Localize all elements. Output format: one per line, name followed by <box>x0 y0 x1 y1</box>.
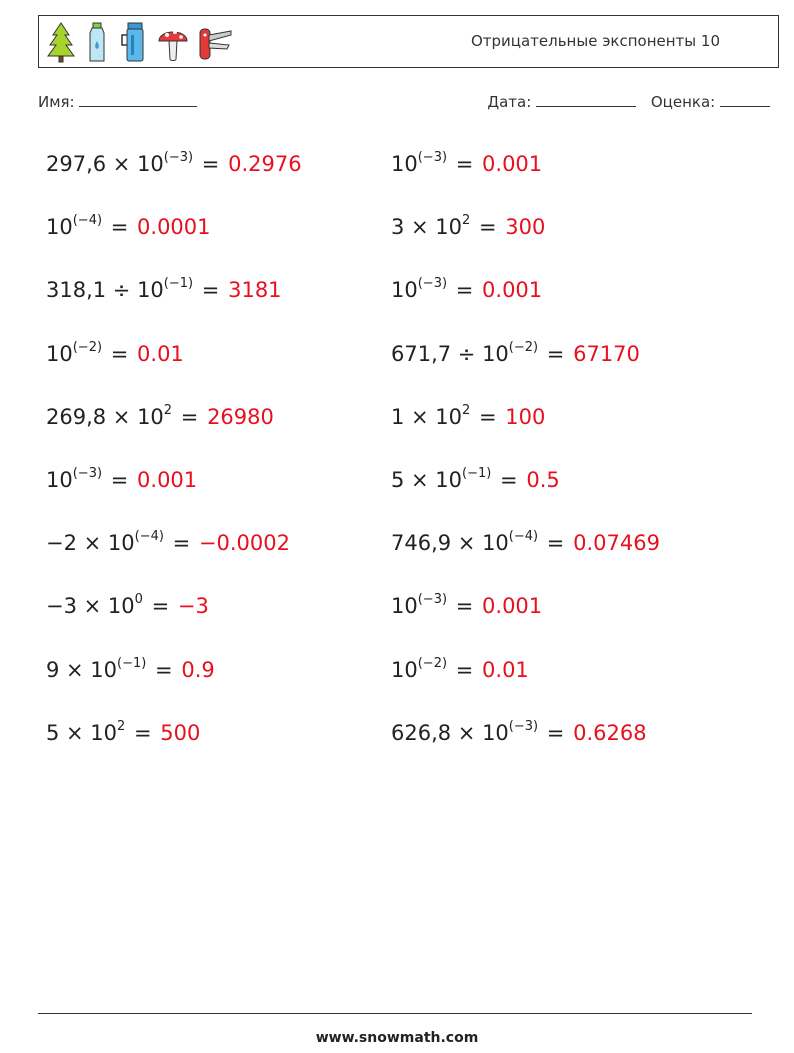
problem-answer: 3181 <box>228 278 282 302</box>
problem-answer: −3 <box>177 594 209 618</box>
problem-expression: 1 × 10 <box>391 405 463 429</box>
problem-answer: 0.07469 <box>573 531 660 555</box>
thermos-icon <box>119 21 149 63</box>
problem-answer: 100 <box>505 405 546 429</box>
equals-sign: = <box>479 215 497 239</box>
pocket-knife-icon <box>197 21 233 63</box>
problem-exponent: (−2) <box>72 340 103 355</box>
problem-answer: 67170 <box>573 342 640 366</box>
problem-expression: 746,9 × 10 <box>391 531 509 555</box>
equals-sign: = <box>546 342 565 366</box>
problem-expression: 671,7 ÷ 10 <box>391 342 509 366</box>
equals-sign: = <box>500 468 518 492</box>
problem-exponent: 2 <box>462 403 471 418</box>
problem-item <box>46 275 282 305</box>
problem-exponent: (−3) <box>508 719 539 734</box>
equals-sign: = <box>110 342 129 366</box>
problem-item <box>46 718 200 748</box>
footer-divider <box>38 1013 752 1014</box>
problem-item <box>391 655 529 685</box>
problem-answer: 300 <box>505 215 546 239</box>
problem-item <box>391 718 647 748</box>
problem-expression: 10 <box>391 594 418 618</box>
problem-answer: 0.5 <box>526 468 560 492</box>
problem-answer: 0.2976 <box>228 152 302 176</box>
problem-expression: 10 <box>391 278 418 302</box>
problem-expression: 5 × 10 <box>46 721 118 745</box>
problem-expression: 10 <box>46 215 73 239</box>
problem-answer: −0.0002 <box>198 531 290 555</box>
problem-exponent: (−3) <box>417 276 448 291</box>
equals-sign: = <box>201 278 220 302</box>
problem-item <box>391 275 542 305</box>
problem-exponent: (−2) <box>508 340 539 355</box>
problem-answer: 0.001 <box>482 278 543 302</box>
problem-exponent: (−4) <box>72 213 103 228</box>
problem-item <box>391 465 560 495</box>
water-bottle-icon <box>83 21 111 63</box>
problem-exponent: 0 <box>134 592 143 607</box>
equals-sign: = <box>455 658 474 682</box>
problem-exponent: (−4) <box>508 529 539 544</box>
problem-item <box>391 339 640 369</box>
problem-item <box>46 402 274 432</box>
header-icons <box>47 20 233 64</box>
equals-sign: = <box>151 594 170 618</box>
problem-item <box>46 465 197 495</box>
equals-sign: = <box>455 278 474 302</box>
problem-answer: 0.01 <box>482 658 529 682</box>
problem-item <box>46 212 211 242</box>
grade-label: Оценка: <box>650 93 716 111</box>
problem-expression: 10 <box>391 658 418 682</box>
equals-sign: = <box>546 721 565 745</box>
equals-sign: = <box>134 721 152 745</box>
problem-item <box>46 149 302 179</box>
problem-answer: 0.001 <box>482 152 543 176</box>
problem-item <box>391 591 542 621</box>
problem-answer: 0.9 <box>181 658 215 682</box>
problem-exponent: (−2) <box>417 656 448 671</box>
problem-exponent: (−3) <box>417 150 448 165</box>
problem-expression: −3 × 10 <box>46 594 135 618</box>
problem-expression: 10 <box>391 152 418 176</box>
header-box <box>38 15 779 68</box>
problem-expression: −2 × 10 <box>46 531 135 555</box>
date-line[interactable] <box>536 93 636 107</box>
problem-exponent: (−3) <box>417 592 448 607</box>
problem-expression: 297,6 × 10 <box>46 152 164 176</box>
equals-sign: = <box>455 594 474 618</box>
problem-item <box>46 528 290 558</box>
problem-answer: 0.0001 <box>137 215 211 239</box>
problem-expression: 269,8 × 10 <box>46 405 164 429</box>
problem-exponent: (−1) <box>462 466 492 481</box>
problem-expression: 3 × 10 <box>391 215 463 239</box>
name-field <box>38 93 197 111</box>
problem-expression: 626,8 × 10 <box>391 721 509 745</box>
equals-sign: = <box>479 405 497 429</box>
date-label: Дата: <box>487 93 532 111</box>
problem-exponent: 2 <box>462 213 471 228</box>
problem-exponent: (−1) <box>163 276 194 291</box>
equals-sign: = <box>455 152 474 176</box>
equals-sign: = <box>172 531 191 555</box>
problem-expression: 10 <box>46 468 73 492</box>
equals-sign: = <box>110 468 129 492</box>
problem-item <box>391 212 545 242</box>
problem-expression: 5 × 10 <box>391 468 463 492</box>
problem-exponent: (−4) <box>134 529 164 544</box>
problem-answer: 0.6268 <box>573 721 647 745</box>
grade-line[interactable] <box>720 93 770 107</box>
problem-answer: 0.001 <box>482 594 543 618</box>
problem-item <box>391 149 542 179</box>
name-line[interactable] <box>79 93 197 107</box>
problem-item <box>46 339 184 369</box>
page-title: Отрицательные экспоненты 10 <box>470 32 720 50</box>
problem-item <box>391 528 660 558</box>
equals-sign: = <box>201 152 220 176</box>
problem-answer: 26980 <box>207 405 274 429</box>
problem-answer: 0.001 <box>137 468 198 492</box>
problem-exponent: (−3) <box>163 150 194 165</box>
mushroom-icon <box>157 21 189 63</box>
problem-item <box>391 402 545 432</box>
problem-expression: 10 <box>46 342 73 366</box>
problem-exponent: (−1) <box>117 656 147 671</box>
footer-url: www.snowmath.com <box>315 1030 479 1046</box>
problem-item <box>46 591 209 621</box>
equals-sign: = <box>110 215 129 239</box>
problem-exponent: 2 <box>117 719 126 734</box>
equals-sign: = <box>155 658 173 682</box>
problem-exponent: 2 <box>163 403 173 418</box>
name-label: Имя: <box>38 93 75 111</box>
problem-expression: 318,1 ÷ 10 <box>46 278 164 302</box>
date-grade-fields <box>487 93 770 111</box>
problem-answer: 500 <box>160 721 201 745</box>
problem-item <box>46 655 215 685</box>
problem-answer: 0.01 <box>137 342 184 366</box>
equals-sign: = <box>180 405 199 429</box>
tree-icon <box>47 21 75 63</box>
equals-sign: = <box>546 531 565 555</box>
problem-expression: 9 × 10 <box>46 658 118 682</box>
problem-exponent: (−3) <box>72 466 103 481</box>
